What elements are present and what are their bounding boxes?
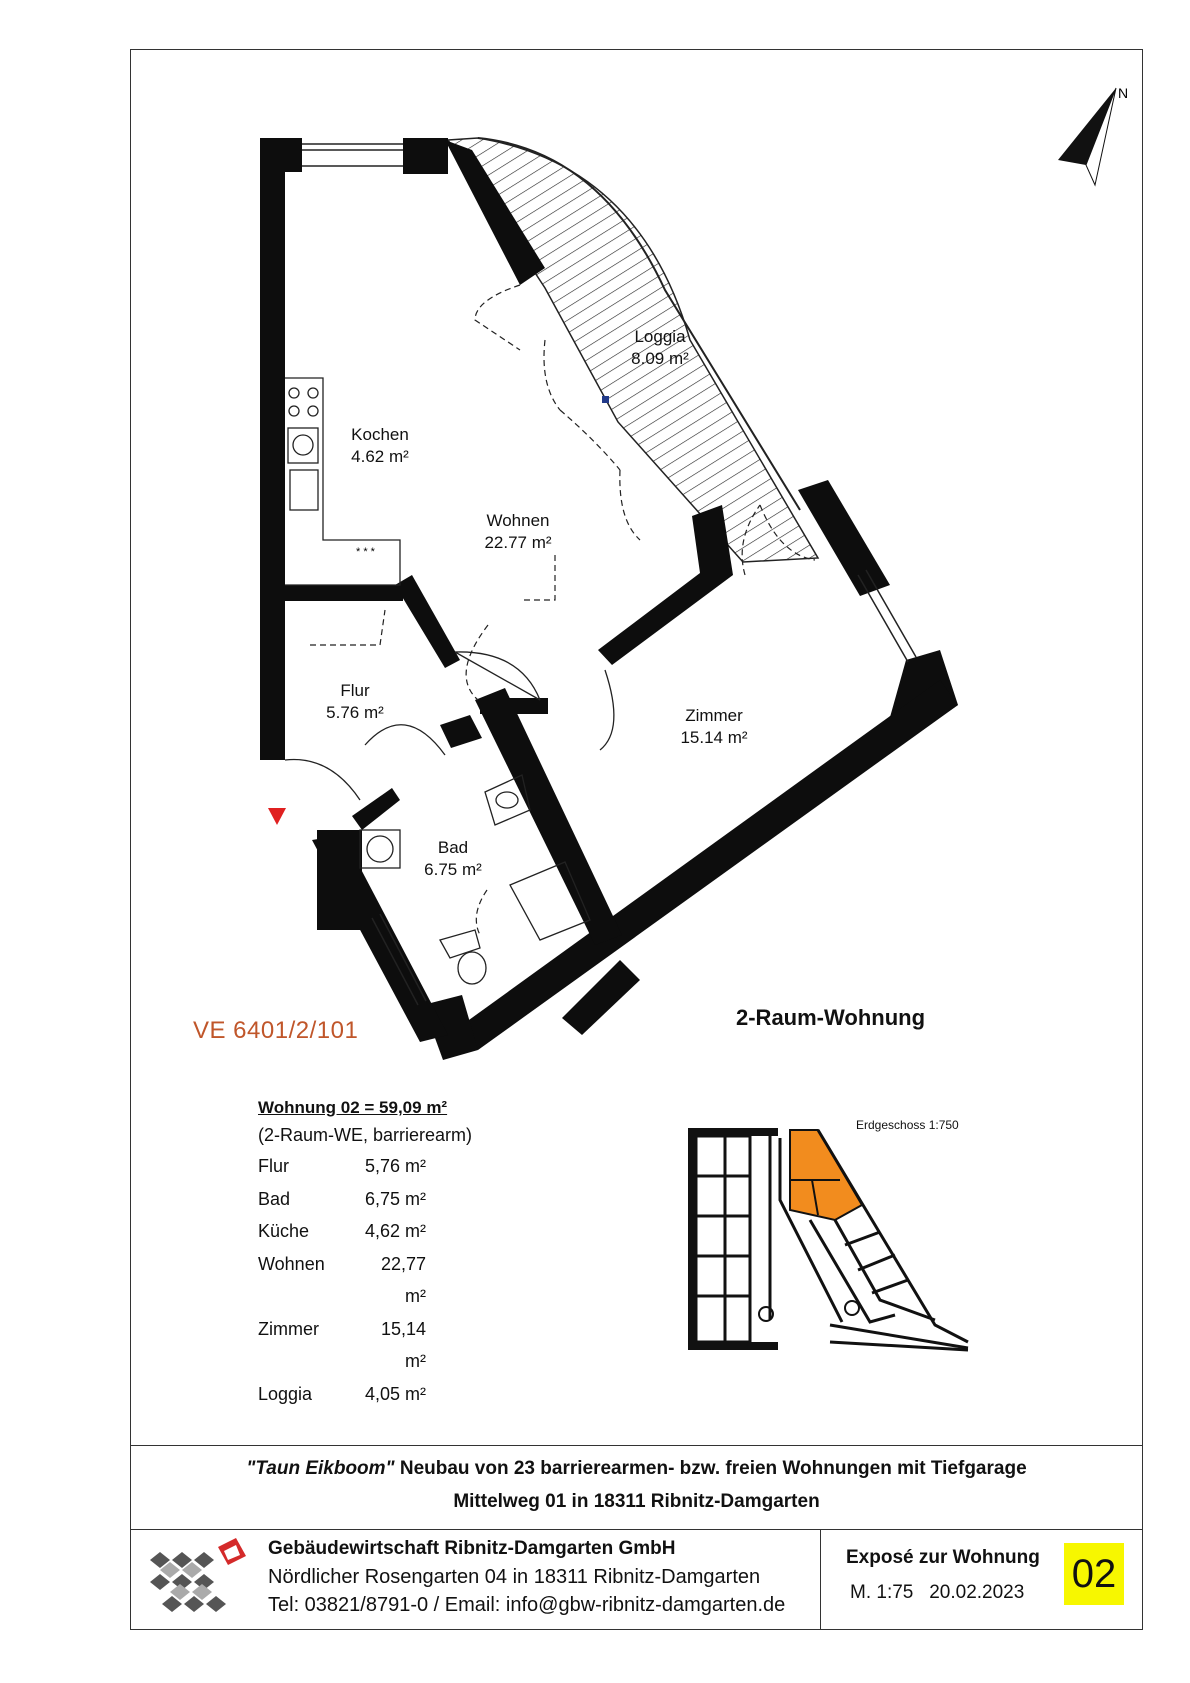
room-name: Bad [437,838,469,857]
svg-text:* * *: * * * [356,546,375,558]
row-value: 4,62 m² [364,1221,426,1241]
site-plan [688,1128,968,1350]
room-flur [300,680,410,724]
row-value: 22,77 m² [380,1253,426,1306]
footer-divider [820,1530,821,1630]
room-area: 4.62 m² [351,447,409,466]
project-banner [130,1445,1143,1530]
unit-code: VE 6401/2/101 [193,1017,359,1044]
row-value: 15,14 m² [380,1318,426,1371]
row-label: Wohnen [258,1253,325,1274]
room-name: Loggia [634,327,686,346]
room-loggia [600,326,720,370]
room-kochen [325,424,435,468]
row-label: Flur [258,1156,289,1176]
room-area: 8.09 m² [631,349,689,368]
row-value: 6,75 m² [364,1188,426,1209]
row-label: Loggia [258,1383,313,1404]
expose-title: Exposé zur Wohnung [846,1547,1040,1568]
room-wohnen [458,510,578,554]
summary-subtitle: (2-Raum-WE, barrierearm) [258,1125,473,1145]
loggia-drain-marker [602,396,609,403]
row-label: Zimmer [258,1318,319,1339]
row-value: 4,05 m² [364,1383,426,1404]
room-bad [408,837,498,881]
room-zimmer [654,705,774,749]
project-description: Neubau von 23 barrierearmen- bzw. freien Wohnungen mit Tiefgarage [399,1458,1027,1479]
room-area: 22.77 m² [484,533,552,552]
area-summary [258,1096,472,1410]
room-name: Flur [340,681,370,700]
room-area: 5.76 m² [326,703,384,722]
summary-row [258,1378,472,1411]
room-area: 6.75 m² [424,860,482,879]
north-arrow-icon [1058,85,1128,185]
apartment-type: 2-Raum-Wohnung [736,1005,926,1030]
room-area: 15.14 m² [680,728,748,747]
company-logo-icon [150,1538,246,1612]
kitchen-counter [285,378,400,585]
apartment-number-badge: 02 [1064,1543,1124,1605]
company-street: Nördlicher Rosengarten 04 in 18311 Ribnitz-Damgarten [268,1566,761,1588]
summary-row [258,1215,472,1248]
project-name: "Taun Eikboom" [246,1458,395,1479]
row-label: Küche [258,1221,310,1241]
company-contact: Tel: 03821/8791-0 / Email: info@gbw-ribnitz-damgarten.de [268,1594,786,1616]
summary-row [258,1150,472,1183]
room-name: Wohnen [486,511,550,530]
row-label: Bad [258,1188,291,1209]
summary-row [258,1313,472,1378]
scale: M. 1:75 [850,1582,914,1603]
row-value: 5,76 m² [364,1156,426,1176]
summary-row [258,1248,472,1313]
project-address: Mittelweg 01 in 18311 Ribnitz-Damgarten [453,1491,820,1512]
date: 20.02.2023 [929,1582,1025,1603]
north-label: N [1118,85,1129,101]
scale-date [850,1582,1024,1604]
summary-title: Wohnung 02 = 59,09 m² [258,1098,448,1117]
room-name: Kochen [351,425,409,444]
entrance-marker-icon [268,808,286,825]
company-info [268,1535,785,1619]
company-name: Gebäudewirtschaft Ribnitz-Damgarten GmbH [268,1538,676,1559]
room-name: Zimmer [685,706,743,725]
summary-row [258,1183,472,1216]
site-plan-label: Erdgeschoss 1:750 [856,1118,959,1132]
